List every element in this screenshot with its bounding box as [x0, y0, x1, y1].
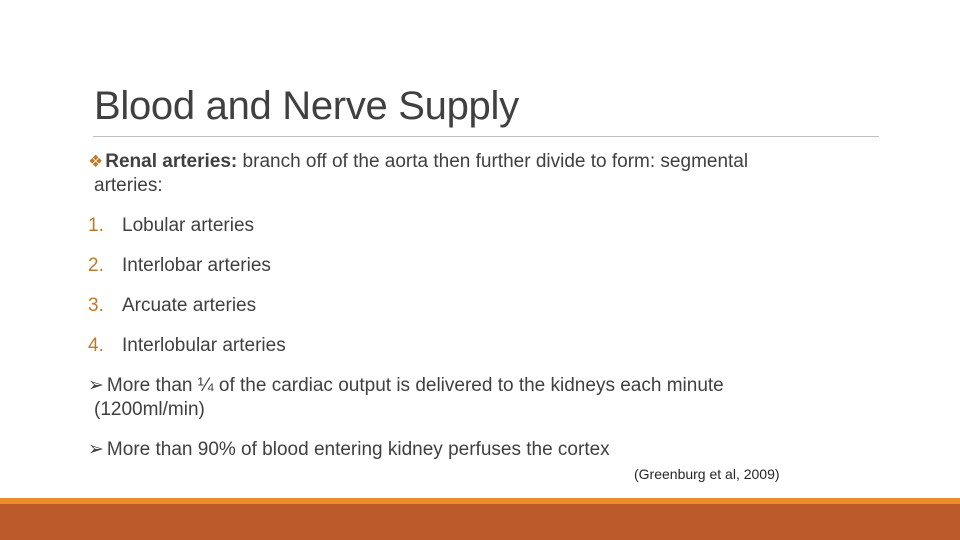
artery-list: [88, 214, 888, 374]
diamond-bullet-icon: ❖: [88, 152, 104, 171]
list-label: Interlobular arteries: [122, 335, 286, 356]
list-item: [88, 254, 888, 294]
list-number: 3.: [88, 295, 104, 316]
cortex-bullet: [88, 438, 888, 462]
cardiac-output-bullet: [88, 374, 888, 438]
citation: (Greenburg et al, 2009): [634, 466, 780, 482]
cortex-text: More than 90% of blood entering kidney perfuses the cortex: [106, 439, 610, 460]
cardiac-output-continuation: (1200ml/min): [94, 399, 205, 420]
renal-arteries-text: branch off of the aorta then further divide to form: segmental: [237, 151, 749, 172]
list-item: [88, 214, 888, 254]
list-number: 2.: [88, 255, 104, 276]
list-label: Interlobar arteries: [122, 255, 271, 276]
list-label: Lobular arteries: [122, 215, 255, 236]
slide-title: Blood and Nerve Supply: [94, 84, 519, 128]
renal-arteries-bullet: [88, 150, 888, 214]
arrow-bullet-icon: ➢: [88, 375, 104, 396]
slide-content: [88, 150, 888, 462]
footer-band: [0, 504, 960, 540]
list-number: 1.: [88, 215, 104, 236]
list-item: [88, 294, 888, 334]
list-label: Arcuate arteries: [122, 295, 257, 316]
cardiac-output-text: More than ¼ of the cardiac output is delivered to the kidneys each minute: [106, 375, 724, 396]
title-underline: [93, 136, 879, 137]
arrow-bullet-icon: ➢: [88, 439, 104, 460]
list-number: 4.: [88, 335, 104, 356]
renal-arteries-continuation: arteries:: [94, 175, 163, 196]
renal-arteries-term: Renal arteries:: [105, 151, 238, 172]
list-item: [88, 334, 888, 374]
